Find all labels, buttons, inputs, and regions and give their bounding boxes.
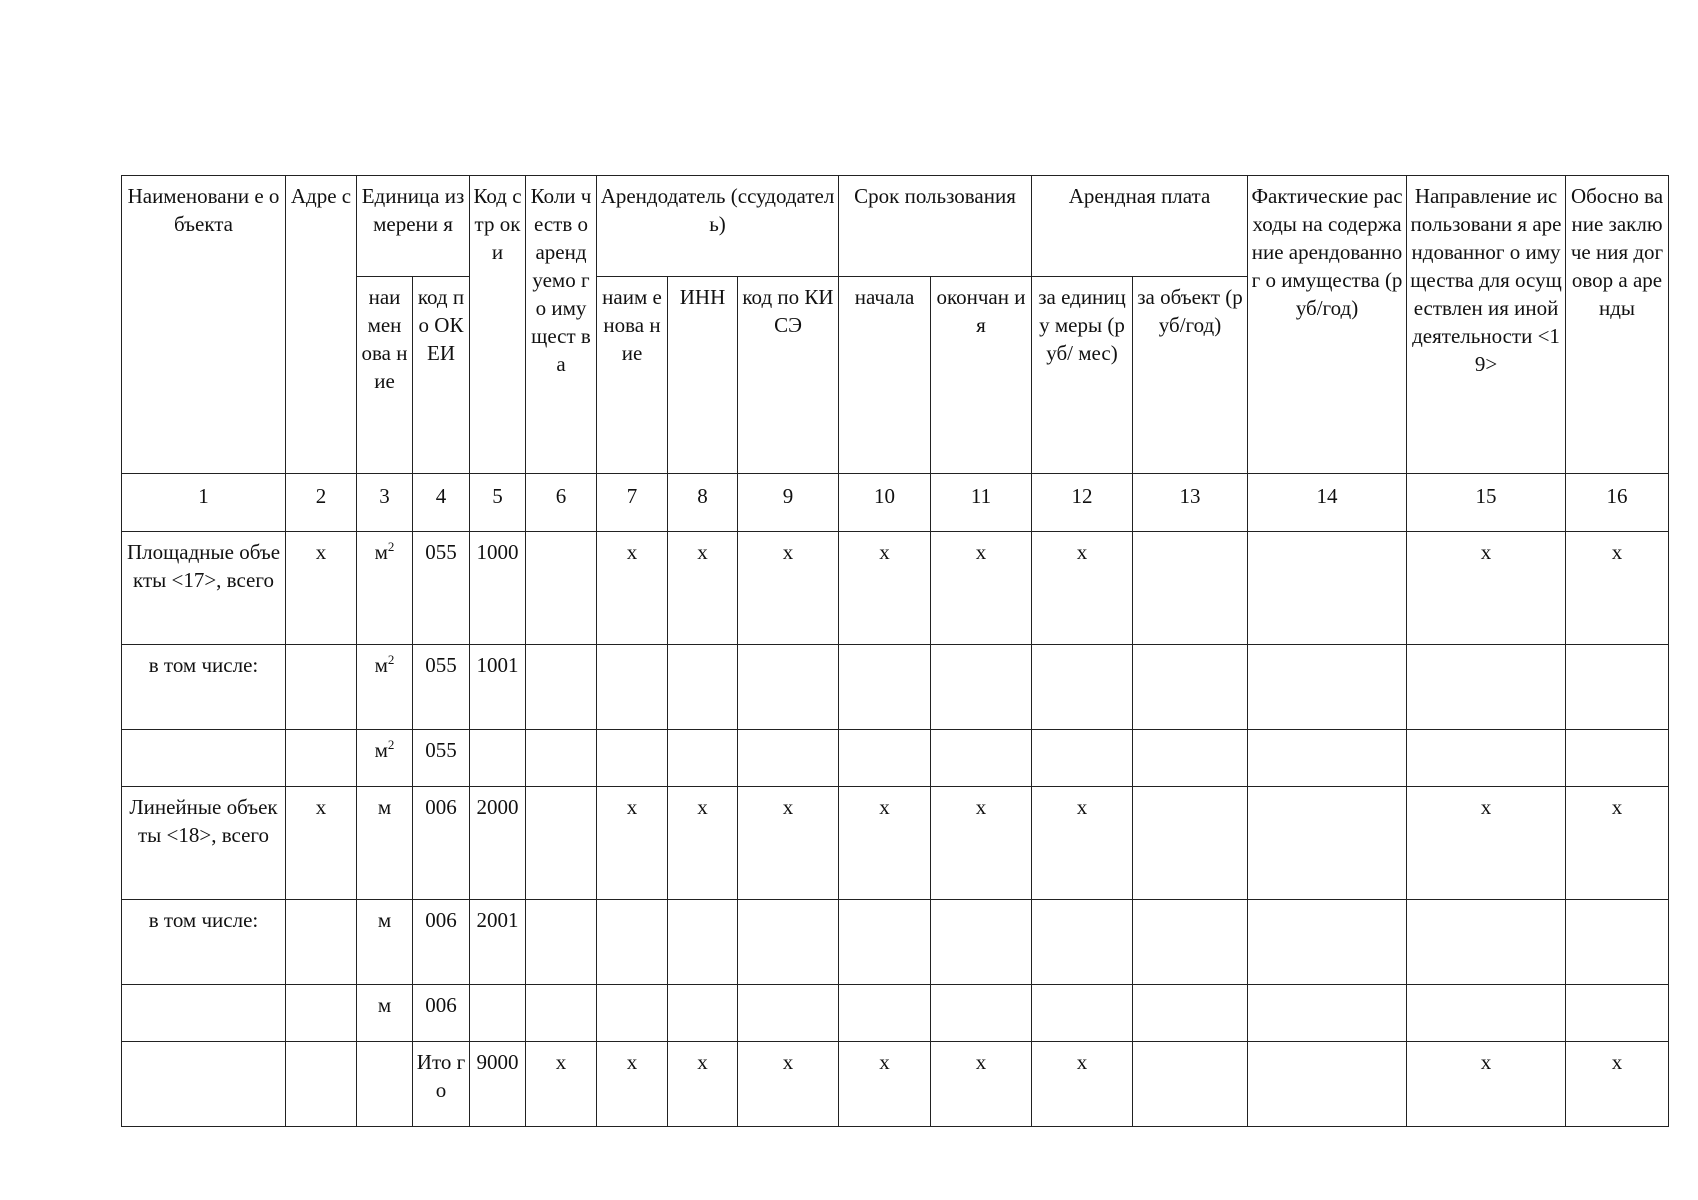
lessor-name-cell <box>597 730 668 787</box>
row-code-cell: 9000 <box>470 1042 526 1127</box>
okei-cell: 006 <box>413 985 470 1042</box>
lessor-name-cell <box>597 985 668 1042</box>
okei-cell: 055 <box>413 532 470 645</box>
table-row-area-total <box>122 532 1669 645</box>
term-start-cell: х <box>839 1042 931 1127</box>
header-lessor-name: наим енова ние <box>597 277 668 474</box>
row-code-cell: 2001 <box>470 900 526 985</box>
unit-name-cell: $м^2$ <box>357 532 413 645</box>
header-unit-name: наи мен ова ние <box>357 277 413 474</box>
linear-objects-label: Линейные объекты <18>, всего <box>122 787 286 900</box>
column-number: 9 <box>738 474 839 532</box>
contract-basis-cell: х <box>1566 787 1669 900</box>
contract-basis-cell <box>1566 985 1669 1042</box>
usage-direction-cell <box>1407 645 1566 730</box>
actual-expenses-cell <box>1248 730 1407 787</box>
rent-per-unit-cell: х <box>1032 787 1133 900</box>
header-usage-direction: Направление использовани я арендованног о имущества для осуществлен ия иной деятельности <19> <box>1407 176 1566 474</box>
rent-per-unit-cell: х <box>1032 1042 1133 1127</box>
row-code-cell: 2000 <box>470 787 526 900</box>
column-number: 4 <box>413 474 470 532</box>
quantity-cell <box>526 787 597 900</box>
term-start-cell <box>839 985 931 1042</box>
column-number: 10 <box>839 474 931 532</box>
term-start-cell: х <box>839 532 931 645</box>
header-okei-code: код по ОК ЕИ <box>413 277 470 474</box>
actual-expenses-cell <box>1248 985 1407 1042</box>
quantity-cell <box>526 532 597 645</box>
rent-per-object-cell <box>1133 645 1248 730</box>
header-term-end: окончан ия <box>931 277 1032 474</box>
row-code-cell: 1000 <box>470 532 526 645</box>
rent-per-unit-cell <box>1032 645 1133 730</box>
term-end-cell <box>931 900 1032 985</box>
address-cell <box>286 900 357 985</box>
header-rent-per-unit: за единицу меры (руб/ мес) <box>1032 277 1133 474</box>
quantity-cell <box>526 900 597 985</box>
column-number: 13 <box>1133 474 1248 532</box>
unit-name-cell: $м^2$ <box>357 645 413 730</box>
column-number: 1 <box>122 474 286 532</box>
table-row-total <box>122 1042 1669 1127</box>
lessor-name-cell: х <box>597 532 668 645</box>
term-start-cell <box>839 645 931 730</box>
inn-cell <box>668 645 738 730</box>
kise-cell: х <box>738 532 839 645</box>
contract-basis-cell <box>1566 900 1669 985</box>
header-row-code: Код стр оки <box>470 176 526 474</box>
column-number: 3 <box>357 474 413 532</box>
header-inn: ИНН <box>668 277 738 474</box>
usage-direction-cell <box>1407 730 1566 787</box>
usage-direction-cell <box>1407 900 1566 985</box>
kise-cell: х <box>738 1042 839 1127</box>
okei-cell: 055 <box>413 730 470 787</box>
rent-per-object-cell <box>1133 730 1248 787</box>
kise-cell <box>738 985 839 1042</box>
row-code-cell: 1001 <box>470 645 526 730</box>
unit-name-cell <box>357 1042 413 1127</box>
including-label: в том числе: <box>122 900 286 985</box>
column-number: 11 <box>931 474 1032 532</box>
header-contract-basis: Обосно вание заключе ния договор а аренды <box>1566 176 1669 474</box>
object-name-cell <box>122 730 286 787</box>
total-label: Ито го <box>413 1042 470 1127</box>
quantity-cell <box>526 985 597 1042</box>
header-object-name: Наименовани е объекта <box>122 176 286 474</box>
term-end-cell: х <box>931 1042 1032 1127</box>
address-cell: х <box>286 787 357 900</box>
rented-property-table <box>121 175 1669 1127</box>
row-code-cell <box>470 730 526 787</box>
column-number: 7 <box>597 474 668 532</box>
term-end-cell: х <box>931 532 1032 645</box>
term-end-cell <box>931 645 1032 730</box>
actual-expenses-cell <box>1248 787 1407 900</box>
column-number: 14 <box>1248 474 1407 532</box>
lessor-name-cell: х <box>597 787 668 900</box>
rent-per-object-cell <box>1133 1042 1248 1127</box>
table-row-linear-including <box>122 900 1669 985</box>
rent-per-object-cell <box>1133 532 1248 645</box>
address-cell <box>286 645 357 730</box>
address-cell: х <box>286 532 357 645</box>
including-label: в том числе: <box>122 645 286 730</box>
okei-cell: 055 <box>413 645 470 730</box>
inn-cell <box>668 985 738 1042</box>
inn-cell <box>668 900 738 985</box>
usage-direction-cell: х <box>1407 1042 1566 1127</box>
table-row-linear-item <box>122 985 1669 1042</box>
unit-name-cell: $м^2$ <box>357 730 413 787</box>
table-row-area-including <box>122 645 1669 730</box>
table-row-linear-total <box>122 787 1669 900</box>
kise-cell <box>738 900 839 985</box>
address-cell <box>286 1042 357 1127</box>
header-term-group: Срок пользования <box>839 176 1032 277</box>
inn-cell: х <box>668 532 738 645</box>
rent-per-object-cell <box>1133 985 1248 1042</box>
kise-cell <box>738 730 839 787</box>
column-number-row <box>122 474 1669 532</box>
inn-cell: х <box>668 787 738 900</box>
term-end-cell <box>931 730 1032 787</box>
column-number: 5 <box>470 474 526 532</box>
column-number: 12 <box>1032 474 1133 532</box>
unit-name-cell: м <box>357 787 413 900</box>
actual-expenses-cell <box>1248 1042 1407 1127</box>
address-cell <box>286 730 357 787</box>
term-start-cell: х <box>839 787 931 900</box>
contract-basis-cell: х <box>1566 532 1669 645</box>
contract-basis-cell <box>1566 730 1669 787</box>
usage-direction-cell: х <box>1407 532 1566 645</box>
area-objects-label: Площадные объекты <17>, всего <box>122 532 286 645</box>
header-row-top <box>122 176 1669 277</box>
header-actual-expenses: Фактические расходы на содержание арендованног о имущества (руб/год) <box>1248 176 1407 474</box>
header-unit-group: Единица измерени я <box>357 176 470 277</box>
header-address: Адре с <box>286 176 357 474</box>
object-name-cell <box>122 985 286 1042</box>
header-quantity: Коли честв о аренд уемо го иму щест ва <box>526 176 597 474</box>
column-number: 8 <box>668 474 738 532</box>
okei-cell: 006 <box>413 900 470 985</box>
header-kise-code: код по КИСЭ <box>738 277 839 474</box>
actual-expenses-cell <box>1248 532 1407 645</box>
header-rent-group: Арендная плата <box>1032 176 1248 277</box>
actual-expenses-cell <box>1248 900 1407 985</box>
term-start-cell <box>839 730 931 787</box>
column-number: 2 <box>286 474 357 532</box>
usage-direction-cell: х <box>1407 787 1566 900</box>
rent-per-object-cell <box>1133 900 1248 985</box>
header-term-start: начала <box>839 277 931 474</box>
header-rent-per-object: за объект (руб/год) <box>1133 277 1248 474</box>
column-number: 15 <box>1407 474 1566 532</box>
term-start-cell <box>839 900 931 985</box>
address-cell <box>286 985 357 1042</box>
rent-per-object-cell <box>1133 787 1248 900</box>
term-end-cell <box>931 985 1032 1042</box>
column-number: 16 <box>1566 474 1669 532</box>
column-number: 6 <box>526 474 597 532</box>
quantity-cell: х <box>526 1042 597 1127</box>
object-name-cell <box>122 1042 286 1127</box>
kise-cell <box>738 645 839 730</box>
unit-name-cell: м <box>357 985 413 1042</box>
table-row-area-item <box>122 730 1669 787</box>
term-end-cell: х <box>931 787 1032 900</box>
rent-per-unit-cell <box>1032 900 1133 985</box>
quantity-cell <box>526 730 597 787</box>
inn-cell <box>668 730 738 787</box>
lessor-name-cell: х <box>597 1042 668 1127</box>
lessor-name-cell <box>597 645 668 730</box>
kise-cell: х <box>738 787 839 900</box>
rent-per-unit-cell <box>1032 730 1133 787</box>
lessor-name-cell <box>597 900 668 985</box>
contract-basis-cell: х <box>1566 1042 1669 1127</box>
actual-expenses-cell <box>1248 645 1407 730</box>
okei-cell: 006 <box>413 787 470 900</box>
rent-per-unit-cell <box>1032 985 1133 1042</box>
quantity-cell <box>526 645 597 730</box>
header-lessor-group: Арендодатель (ссудодатель) <box>597 176 839 277</box>
contract-basis-cell <box>1566 645 1669 730</box>
row-code-cell <box>470 985 526 1042</box>
usage-direction-cell <box>1407 985 1566 1042</box>
inn-cell: х <box>668 1042 738 1127</box>
rent-per-unit-cell: х <box>1032 532 1133 645</box>
unit-name-cell: м <box>357 900 413 985</box>
